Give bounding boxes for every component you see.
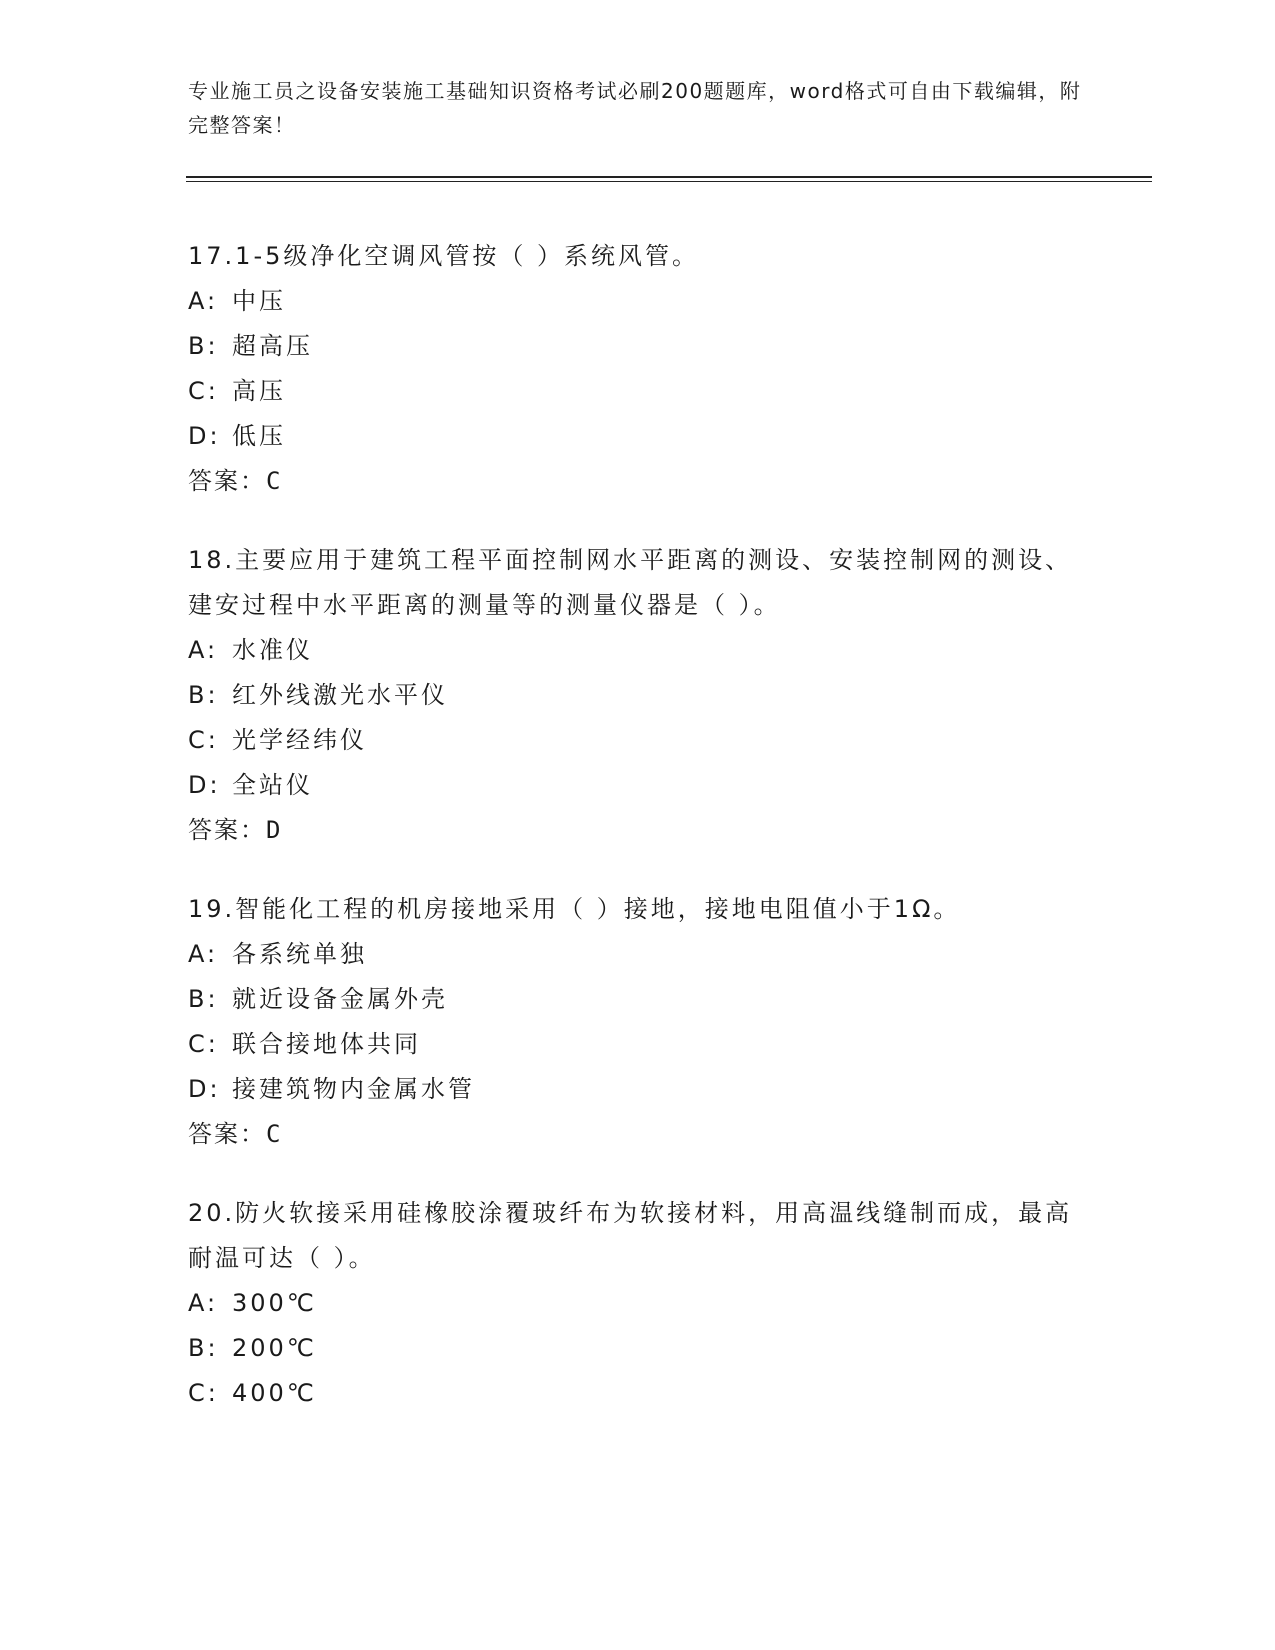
option-b: B: 200℃ bbox=[188, 1334, 317, 1362]
question-18 bbox=[188, 538, 1088, 853]
question-stem: 19.智能化工程的机房接地采用（ ）接地，接地电阻值小于1Ω。 bbox=[188, 895, 961, 923]
answer-value: D bbox=[266, 816, 283, 844]
document-header bbox=[188, 74, 1088, 142]
option-d: D: 接建筑物内金属水管 bbox=[188, 1075, 475, 1103]
option-a: A: 水准仪 bbox=[188, 636, 313, 664]
option-d: D: 低压 bbox=[188, 422, 286, 450]
answer-value: C bbox=[266, 467, 283, 495]
answer-label: 答案： bbox=[188, 467, 266, 495]
header-text: 专业施工员之设备安装施工基础知识资格考试必刷200题题库，word格式可自由下载编辑，附完整答案！ bbox=[188, 79, 1082, 137]
option-b: B: 红外线激光水平仪 bbox=[188, 681, 448, 709]
option-c: C: 联合接地体共同 bbox=[188, 1030, 421, 1058]
answer-label: 答案： bbox=[188, 1120, 266, 1148]
option-a: A: 300℃ bbox=[188, 1289, 317, 1317]
question-list bbox=[188, 234, 1088, 1450]
option-c: C: 400℃ bbox=[188, 1379, 317, 1407]
header-divider bbox=[186, 176, 1152, 182]
answer-line bbox=[188, 459, 1088, 504]
option-a: A: 各系统单独 bbox=[188, 940, 367, 968]
answer-line bbox=[188, 1112, 1088, 1157]
answer-line bbox=[188, 808, 1088, 853]
question-17 bbox=[188, 234, 1088, 504]
question-19 bbox=[188, 887, 1088, 1157]
answer-label: 答案： bbox=[188, 816, 266, 844]
question-20 bbox=[188, 1191, 1088, 1416]
question-stem: 17.1-5级净化空调风管按（ ）系统风管。 bbox=[188, 242, 699, 270]
option-d: D: 全站仪 bbox=[188, 771, 313, 799]
question-stem: 18.主要应用于建筑工程平面控制网水平距离的测设、安装控制网的测设、建安过程中水平距离的测量等的测量仪器是（ ）。 bbox=[188, 546, 1073, 619]
option-b: B: 超高压 bbox=[188, 332, 313, 360]
question-stem: 20.防火软接采用硅橡胶涂覆玻纤布为软接材料，用高温线缝制而成，最高耐温可达（ ）。 bbox=[188, 1199, 1073, 1272]
option-c: C: 光学经纬仪 bbox=[188, 726, 367, 754]
option-b: B: 就近设备金属外壳 bbox=[188, 985, 448, 1013]
answer-value: C bbox=[266, 1120, 283, 1148]
option-a: A: 中压 bbox=[188, 287, 286, 315]
option-c: C: 高压 bbox=[188, 377, 286, 405]
